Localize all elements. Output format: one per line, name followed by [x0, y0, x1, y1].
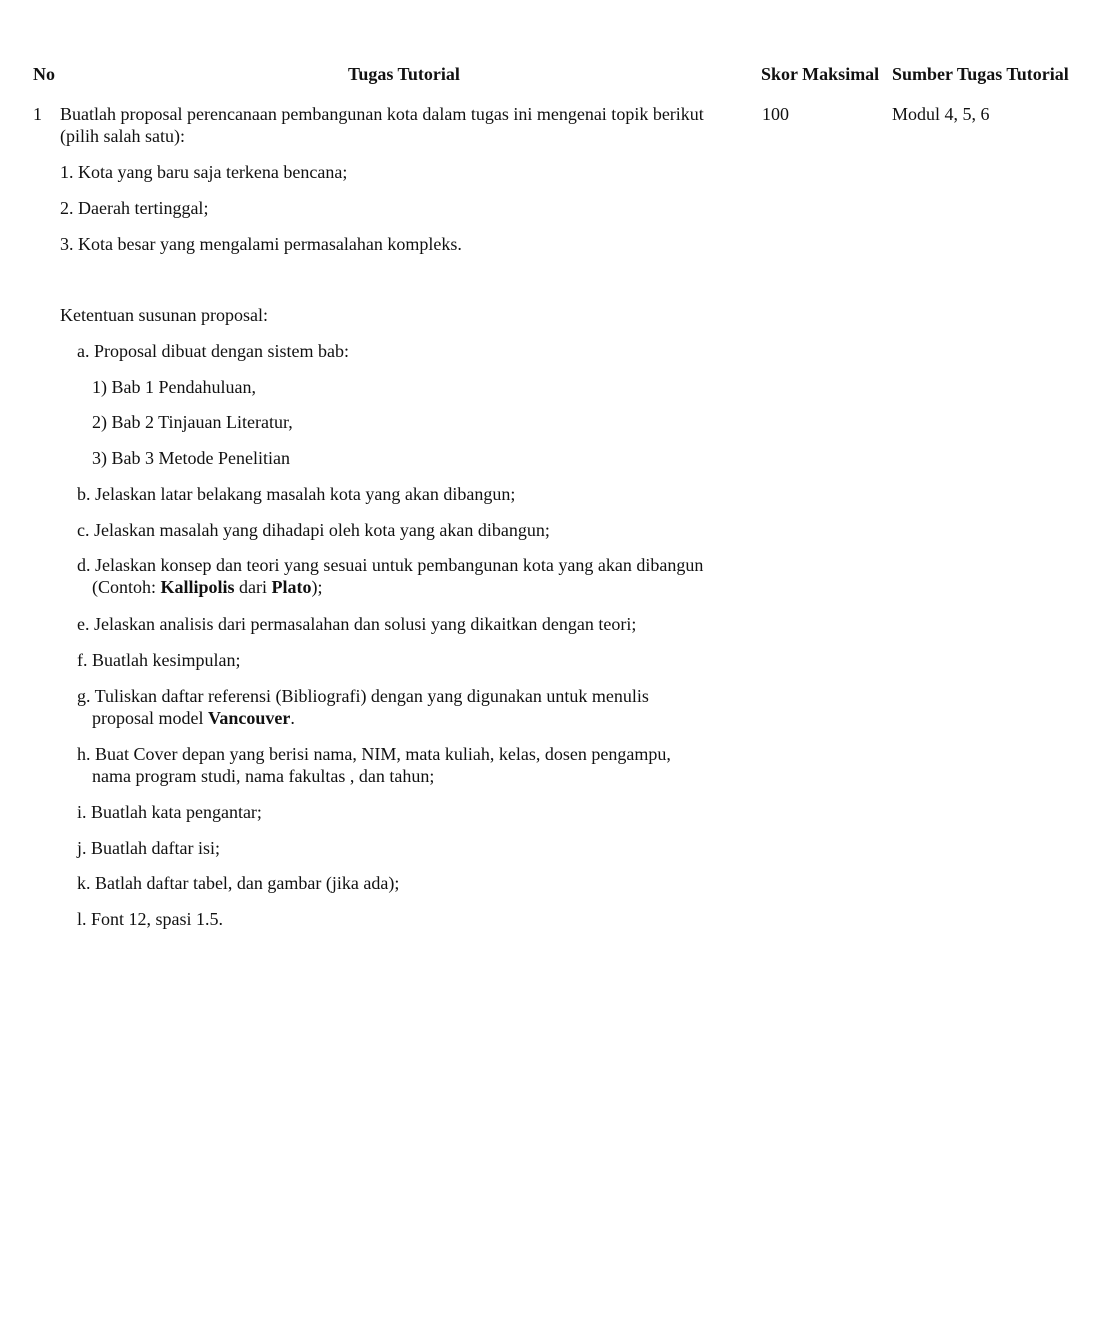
task-intro-line1: Buatlah proposal perencanaan pembangunan kota dalam tugas ini mengenai topik berikut: [60, 104, 704, 124]
topic-item: 2. Daerah tertinggal;: [60, 198, 209, 218]
rule-b: b. Jelaskan latar belakang masalah kota yang akan dibangun;: [77, 484, 516, 504]
rules-title: Ketentuan susunan proposal:: [60, 305, 268, 325]
bold-vancouver: Vancouver: [207, 708, 291, 728]
topic-item: 3. Kota besar yang mengalami permasalahan kompleks.: [60, 234, 462, 254]
source-value: Modul 4, 5, 6: [892, 104, 990, 124]
max-score-value: 100: [762, 104, 789, 124]
rule-e: e. Jelaskan analisis dari permasalahan dan solusi yang dikaitkan dengan teori;: [77, 614, 637, 634]
bold-kallipolis: Kallipolis: [160, 577, 235, 597]
rule-i: i. Buatlah kata pengantar;: [77, 802, 262, 822]
rule-d-line1: d. Jelaskan konsep dan teori yang sesuai untuk pembangunan kota yang akan dibangun: [77, 555, 704, 575]
rule-c: c. Jelaskan masalah yang dihadapi oleh kota yang akan dibangun;: [77, 520, 550, 540]
bold-plato: Plato: [271, 577, 312, 597]
row-number: 1: [33, 104, 42, 124]
rule-h-line1: h. Buat Cover depan yang berisi nama, NIM, mata kuliah, kelas, dosen pengampu,: [77, 744, 671, 764]
rule-l: l. Font 12, spasi 1.5.: [77, 909, 224, 929]
header-no: No: [33, 64, 55, 84]
topic-item: 1. Kota yang baru saja terkena bencana;: [60, 162, 348, 182]
task-intro-line2: (pilih salah satu):: [60, 126, 185, 146]
header-max-score: Skor Maksimal: [761, 64, 880, 84]
chapter-item: 3) Bab 3 Metode Penelitian: [92, 448, 290, 468]
rule-g-line2: proposal model Vancouver.: [92, 708, 295, 728]
header-task: Tugas Tutorial: [348, 64, 460, 84]
rule-h-line2: nama program studi, nama fakultas , dan tahun;: [92, 766, 435, 786]
chapter-item: 2) Bab 2 Tinjauan Literatur,: [92, 412, 293, 432]
rule-k: k. Batlah daftar tabel, dan gambar (jika ada);: [77, 873, 400, 893]
rule-a: a. Proposal dibuat dengan sistem bab:: [77, 341, 349, 361]
rule-d-line2: (Contoh: Kallipolis dari Plato);: [92, 577, 323, 597]
header-source: Sumber Tugas Tutorial: [892, 64, 1069, 84]
chapter-item: 1) Bab 1 Pendahuluan,: [92, 377, 256, 397]
rule-j: j. Buatlah daftar isi;: [77, 838, 220, 858]
rule-g-line1: g. Tuliskan daftar referensi (Bibliografi) dengan yang digunakan untuk menulis: [77, 686, 649, 706]
rule-f: f. Buatlah kesimpulan;: [77, 650, 241, 670]
